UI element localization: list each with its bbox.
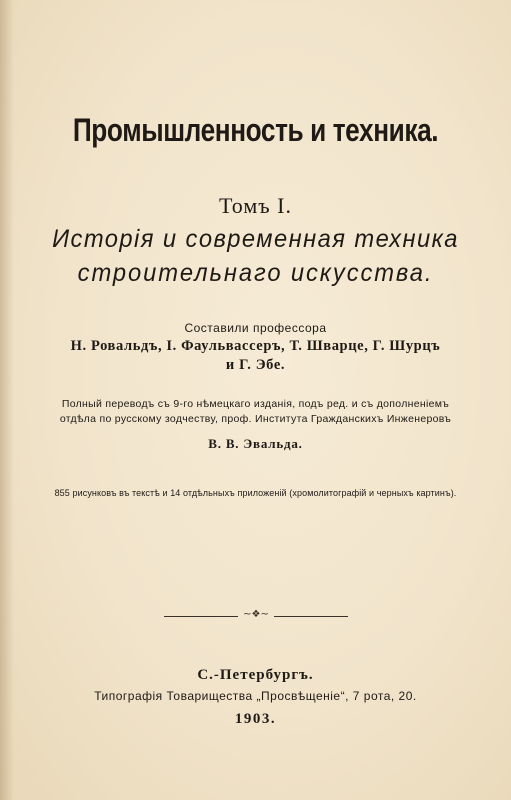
authors-line-2: и Г. Эбе.	[225, 357, 286, 373]
translation-note-line-2: отдѣла по русскому зодчеству, проф. Института Гражданскихъ Инженеровъ	[59, 413, 452, 425]
book-title: Промышленность и техника.	[72, 112, 439, 148]
publication-city: С.-Петербургъ.	[197, 667, 314, 683]
printer-imprint: Типографія Товарищества „Просвѣщеніе“, 7 рота, 20.	[94, 689, 417, 703]
ornament-rule-left	[164, 616, 238, 617]
scroll-ornament-icon	[164, 609, 348, 622]
subtitle-line-1: Исторія и современная техника	[52, 225, 459, 253]
volume-number: Томъ I.	[219, 193, 292, 218]
figures-note: 855 рисунковъ въ текстѣ и 14 отдѣльныхъ приложеній (хромолитографій и черныхъ картинъ).	[54, 488, 457, 498]
authors-line-1: Н. Ровальдъ, I. Фаульвассеръ, Т. Шварце, Г. Шурцъ	[70, 338, 441, 354]
compiled-by-label: Составили профессора	[184, 321, 327, 335]
translation-note-line-1: Полный переводъ съ 9-го нѣмецкаго изданія, подъ ред. и съ дополненіемъ	[61, 398, 450, 410]
ornament-rule-right	[274, 616, 348, 617]
ornament-center-glyph: ~❖~	[243, 609, 269, 620]
editor-name: В. В. Эвальда.	[208, 436, 303, 451]
publication-year: 1903.	[234, 711, 277, 727]
subtitle-line-2: строительнаго искусства.	[77, 259, 434, 287]
